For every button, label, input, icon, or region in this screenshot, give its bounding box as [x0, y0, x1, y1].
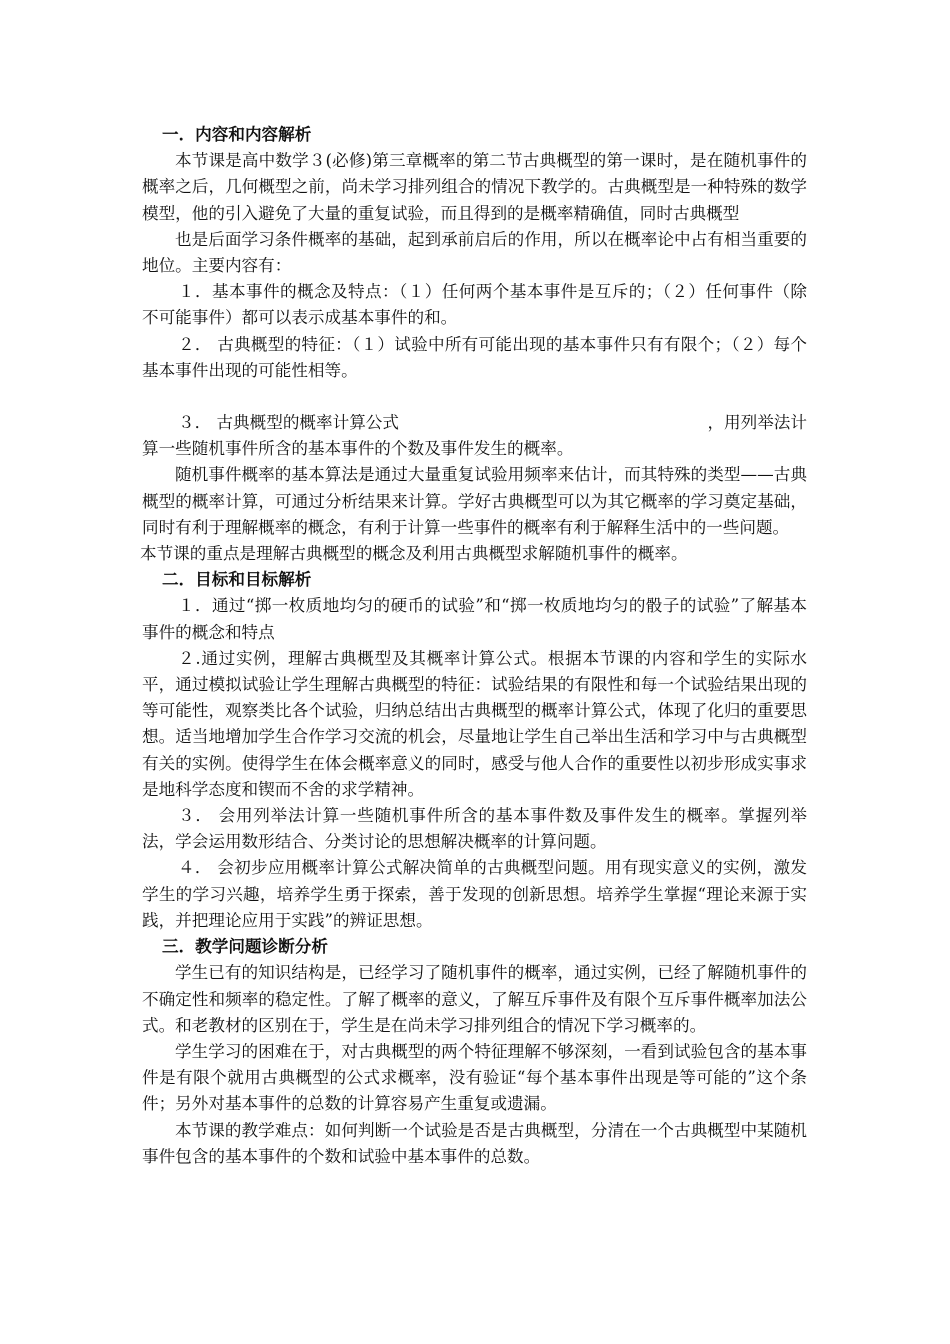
section-1-paragraph-3: 随机事件概率的基本算法是通过大量重复试验用频率来估计，而其特殊的类型——古典概型的概率计算，可通过分析结果来计算。学好古典概型可以为其它概率的学习奠定基础，同时有利于理解概率的概念，有利于计算一些事件的概率有利于解释生活中的一些问题。: [142, 465, 807, 537]
section-2-item-1: １．通过“掷一枚质地均匀的硬币的试验”和“掷一枚质地均匀的骰子的试验”了解基本事件的概念和特点: [142, 596, 807, 642]
section-1-paragraph-1: 本节课是高中数学３(必修)第三章概率的第二节古典概型的第一课时，是在随机事件的概率之后，几何概型之前，尚未学习排列组合的情况下教学的。古典概型是一种特殊的数学模型，他的引入避免了大量的重复试验，而且得到的是概率精确值，同时古典概型: [142, 151, 807, 223]
section-1-item-2: ２． 古典概型的特征：（１）试验中所有可能出现的基本事件只有有限个；（２）每个基本事件出现的可能性相等。: [142, 334, 807, 380]
section-1-paragraph-2: 也是后面学习条件概率的基础，起到承前启后的作用，所以在概率论中占有相当重要的地位。主要内容有：: [142, 229, 807, 276]
section-1-item-1: １．基本事件的概念及特点：（１）任何两个基本事件是互斥的；（２）任何事件（除不可能事件）都可以表示成基本事件的和。: [142, 282, 807, 328]
section-2-item-3: ３． 会用列举法计算一些随机事件所含的基本事件数及事件发生的概率。掌握列举法，学会运用数形结合、分类讨论的思想解决概率的计算问题。: [142, 806, 807, 852]
section-3-paragraph-3: 本节课的教学难点：如何判断一个试验是否是古典概型，分清在一个古典概型中某随机事件包含的基本事件的个数和试验中基本事件的总数。: [142, 1120, 807, 1166]
section-2-heading: 二．目标和目标解析: [162, 570, 312, 590]
section-1-item-3-rest: 算一些随机事件所含的基本事件的个数及事件发生的概率。: [142, 439, 574, 459]
document-body: [142, 122, 807, 1170]
section-1-heading: 一．内容和内容解析: [162, 125, 312, 144]
section-1-item-3-tail: ，用列举法计: [707, 413, 807, 433]
formula-gap: [142, 384, 807, 410]
section-1-item-3-head: ３． 古典概型的概率计算公式: [178, 413, 399, 433]
section-3-paragraph-2: 学生学习的困难在于，对古典概型的两个特征理解不够深刻，一看到试验包含的基本事件是有限个就用古典概型的公式求概率，没有验证“每个基本事件出现是等可能的”这个条件；另外对基本事件的总数的计算容易产生重复或遗漏。: [142, 1041, 807, 1114]
section-3-paragraph-1: 学生已有的知识结构是，已经学习了随机事件的概率，通过实例，已经了解随机事件的不确定性和频率的稳定性。了解了概率的意义，了解互斥事件及有限个互斥事件概率加法公式。和老教材的区别在于，学生是在尚未学习排列组合的情况下学习概率的。: [142, 963, 807, 1035]
section-1-item-3-first-line: [142, 410, 807, 436]
section-3-heading: 三．教学问题诊断分析: [162, 937, 328, 957]
section-2-item-2: ２.通过实例，理解古典概型及其概率计算公式。根据本节课的内容和学生的实际水平，通过模拟试验让学生理解古典概型的特征：试验结果的有限性和每一个试验结果出现的等可能性，观察类比各个试验，归纳总结出古典概型的概率计算公式，体现了化归的重要思想。适当地增加学生合作学习交流的机会，尽量地让学生自己举出生活和学习中与古典概型有关的实例。使得学生在体会概率意义的同时，感受与他人合作的重要性以初步形成实事求是地科学态度和锲而不舍的求学精神。: [142, 648, 807, 799]
section-2-item-4: ４． 会初步应用概率计算公式解决简单的古典概型问题。用有现实意义的实例，激发学生的学习兴趣，培养学生勇于探索，善于发现的创新思想。培养学生掌握“理论来源于实践，并把理论应用于实践”的辨证思想。: [142, 858, 807, 930]
section-1-paragraph-4: 本节课的重点是理解古典概型的概念及利用古典概型求解随机事件的概率。: [140, 544, 688, 564]
